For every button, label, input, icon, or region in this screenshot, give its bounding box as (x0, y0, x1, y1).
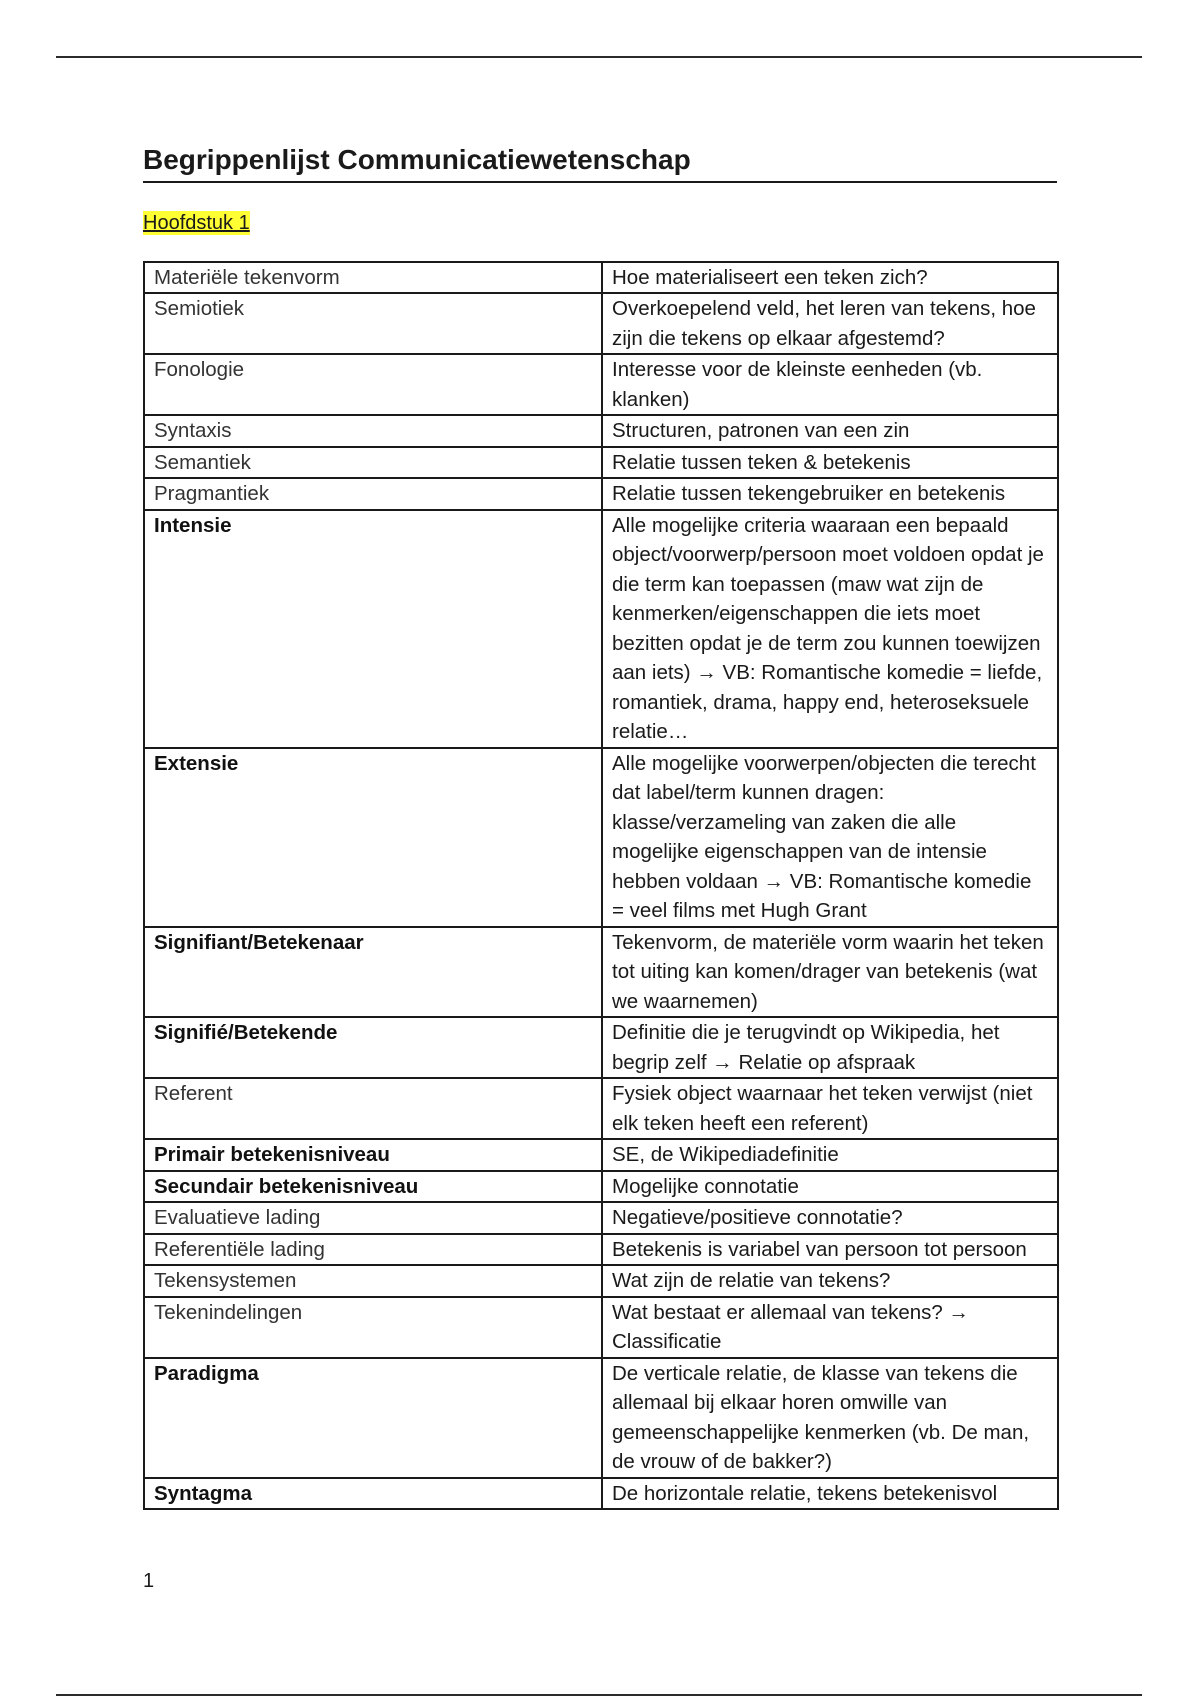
page-number: 1 (143, 1570, 155, 1592)
term-cell: Pragmantiek (144, 478, 602, 510)
table-row (144, 1265, 1058, 1297)
table-row (144, 748, 1058, 927)
definition-cell: Alle mogelijke voorwerpen/objecten die terecht dat label/term kunnen dragen: klasse/verzameling van zaken die alle mogelijke eigenschappen van de intensie hebben voldaan → VB: Romantische komedie = veel films met Hugh Grant (602, 748, 1058, 927)
table-row (144, 293, 1058, 354)
term-cell: Materiële tekenvorm (144, 262, 602, 294)
term-cell: Semantiek (144, 447, 602, 479)
term-cell: Intensie (144, 510, 602, 748)
table-row (144, 447, 1058, 479)
table-row (144, 1017, 1058, 1078)
definition-cell: Hoe materialiseert een teken zich? (602, 262, 1058, 294)
table-row (144, 1171, 1058, 1203)
table-row (144, 478, 1058, 510)
page-bottom-rule (56, 1694, 1142, 1696)
document-title: Begrippenlijst Communicatiewetenschap (143, 143, 1057, 183)
term-cell: Evaluatieve lading (144, 1202, 602, 1234)
table-row (144, 510, 1058, 748)
definition-cell: Betekenis is variabel van persoon tot persoon (602, 1234, 1058, 1266)
table-row (144, 1478, 1058, 1510)
term-cell: Extensie (144, 748, 602, 927)
table-row (144, 927, 1058, 1018)
definition-cell: De verticale relatie, de klasse van tekens die allemaal bij elkaar horen omwille van gemeenschappelijke kenmerken (vb. De man, de vrouw of de bakker?) (602, 1358, 1058, 1478)
definition-cell: Overkoepelend veld, het leren van tekens, hoe zijn die tekens op elkaar afgestemd? (602, 293, 1058, 354)
term-cell: Semiotiek (144, 293, 602, 354)
definition-cell: Mogelijke connotatie (602, 1171, 1058, 1203)
definition-cell: Relatie tussen tekengebruiker en betekenis (602, 478, 1058, 510)
term-cell: Primair betekenisniveau (144, 1139, 602, 1171)
term-cell: Syntagma (144, 1478, 602, 1510)
definition-cell: Wat bestaat er allemaal van tekens? → Classificatie (602, 1297, 1058, 1358)
term-cell: Referent (144, 1078, 602, 1139)
term-cell: Secundair betekenisniveau (144, 1171, 602, 1203)
definition-cell: SE, de Wikipediadefinitie (602, 1139, 1058, 1171)
definition-cell: Interesse voor de kleinste eenheden (vb. klanken) (602, 354, 1058, 415)
definition-cell: Alle mogelijke criteria waaraan een bepaald object/voorwerp/persoon moet voldoen opdat je die term kan toepassen (maw wat zijn de kenmerken/eigenschappen die iets moet bezitten opdat je de term zou kunnen toewijzen aan iets) → VB: Romantische komedie = liefde, romantiek, drama, happy end, heteroseksuele relatie… (602, 510, 1058, 748)
chapter-heading: Hoofdstuk 1 (143, 211, 250, 234)
definition-cell: Structuren, patronen van een zin (602, 415, 1058, 447)
term-cell: Syntaxis (144, 415, 602, 447)
definition-cell: Definitie die je terugvindt op Wikipedia, het begrip zelf → Relatie op afspraak (602, 1017, 1058, 1078)
document-body (143, 143, 1057, 1510)
definition-cell: De horizontale relatie, tekens betekenisvol (602, 1478, 1058, 1510)
terms-table-body (144, 262, 1058, 1510)
definition-cell: Tekenvorm, de materiële vorm waarin het teken tot uiting kan komen/drager van betekenis (wat we waarnemen) (602, 927, 1058, 1018)
table-row (144, 1297, 1058, 1358)
terms-table (143, 261, 1059, 1511)
term-cell: Fonologie (144, 354, 602, 415)
table-row (144, 415, 1058, 447)
table-row (144, 262, 1058, 294)
table-row (144, 1358, 1058, 1478)
term-cell: Signifiant/Betekenaar (144, 927, 602, 1018)
definition-cell: Negatieve/positieve connotatie? (602, 1202, 1058, 1234)
table-row (144, 354, 1058, 415)
term-cell: Signifié/Betekende (144, 1017, 602, 1078)
definition-cell: Fysiek object waarnaar het teken verwijst (niet elk teken heeft een referent) (602, 1078, 1058, 1139)
table-row (144, 1234, 1058, 1266)
term-cell: Paradigma (144, 1358, 602, 1478)
table-row (144, 1139, 1058, 1171)
table-row (144, 1078, 1058, 1139)
definition-cell: Relatie tussen teken & betekenis (602, 447, 1058, 479)
term-cell: Tekenindelingen (144, 1297, 602, 1358)
definition-cell: Wat zijn de relatie van tekens? (602, 1265, 1058, 1297)
table-row (144, 1202, 1058, 1234)
term-cell: Tekensystemen (144, 1265, 602, 1297)
page-top-rule (56, 56, 1142, 58)
term-cell: Referentiële lading (144, 1234, 602, 1266)
